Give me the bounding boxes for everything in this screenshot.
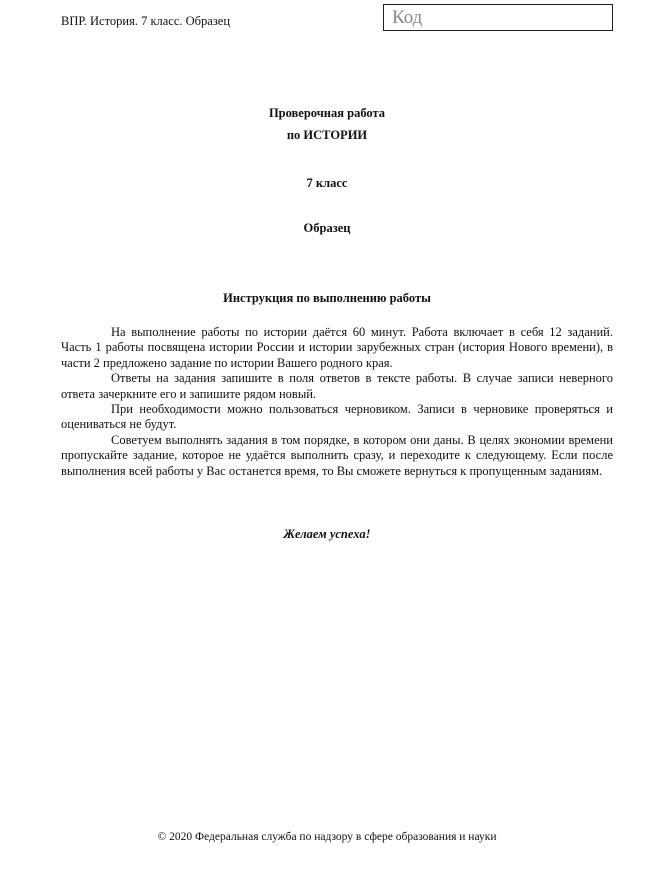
variant-label: Образец <box>303 221 351 235</box>
instructions-heading: Инструкция по выполнению работы <box>223 291 431 305</box>
closing-wish: Желаем успеха! <box>283 527 371 541</box>
grade-label: 7 класс <box>306 176 348 190</box>
code-label: Код <box>392 7 423 28</box>
page-footer: © 2020 Федеральная служба по надзору в сфере образования и науки <box>157 831 497 843</box>
title-line-2: по ИСТОРИИ <box>286 128 368 142</box>
instructions-body <box>61 325 613 479</box>
code-field[interactable] <box>383 4 613 31</box>
instructions-paragraph: На выполнение работы по истории даётся 60 минут. Работа включает в себя 12 заданий. Часть 1 работы посвящена истории России и истории зарубежных стран (история Нового времени), в части 2 предложено задание по истории Вашего родного края. <box>61 325 613 370</box>
running-header: ВПР. История. 7 класс. Образец <box>61 14 231 28</box>
title-line-1: Проверочная работа <box>268 106 386 120</box>
instructions-paragraph: Ответы на задания запишите в поля ответов в тексте работы. В случае записи неверного ответа зачеркните его и запишите рядом новый. <box>61 371 613 401</box>
instructions-paragraph: Советуем выполнять задания в том порядке, в котором они даны. В целях экономии времени пропускайте задание, которое не удаётся выполнить сразу, и переходите к следующему. Если после выполнения всей работы у Вас останется время, то Вы сможете вернуться к пропущенным заданиям. <box>61 432 613 478</box>
instructions-paragraph: При необходимости можно пользоваться черновиком. Записи в черновике проверяться и оцениваться не будут. <box>61 402 613 432</box>
